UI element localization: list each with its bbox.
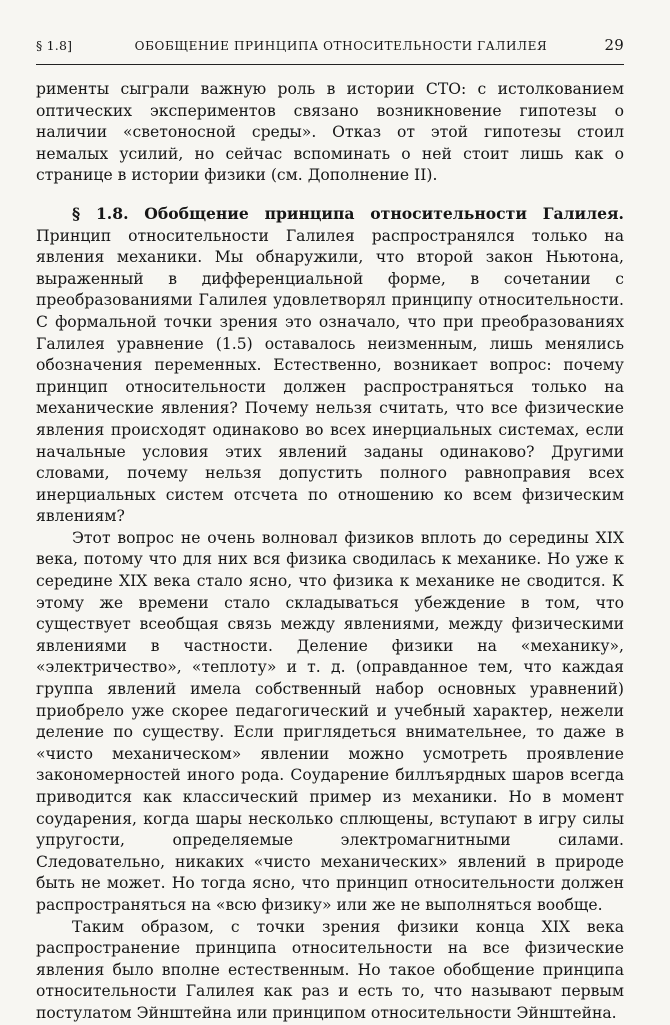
- paragraph-3: Таким образом, с точки зрения физики конца XIX века распространение принципа относительности на все физические явления было вполне естественным. Но такое обобщение принципа относительности Галилея как раз и есть то, что называют первым постулатом Эйнштейна или принципом относительности Эйнштейна.: [36, 917, 624, 1022]
- paragraph-2: Этот вопрос не очень волновал физиков вплоть до середины XIX века, потому что для них вся физика сводилась к механике. Но уже к середине XIX века стало ясно, что физика к механике не сводится. К этому же времени стало складываться убеждение в том, что существует всеобщая связь между явлениями, между физическими явлениями в частности. Деление физики на «механику», «электричество», «теплоту» и т. д. (оправданное тем, что каждая группа явлений имела собственный набор основных уравнений) приобрело уже скорее педагогический и учебный характер, нежели деление по существу. Если приглядеться внимательнее, то даже в «чисто механическом» явлении можно усмотреть проявление закономерностей иного рода. Соударение биллъярдных шаров всегда приводится как классический пример из механики. Но в момент соударения, когда шары несколько сплющены, вступают в игру силы упругости, определяемые электромагнитными силами. Следовательно, никаких «чисто механических» явлений в природе быть не может. Но тогда ясно, что принцип относительности должен распространяться на «всю физику» или же не выполняться вообще.: [36, 528, 624, 914]
- page-number: 29: [604, 36, 624, 54]
- book-page: [36, 36, 624, 1025]
- paragraph-continuation: рименты сыграли важную роль в истории СТО: с истолкованием оптических экспериментов связано возникновение гипотезы о наличии «светоносной среды». Отказ от этой гипотезы стоил немалых усилий, но сейчас вспоминать о ней стоит лишь как о странице в истории физики (см. Дополнение II).: [36, 80, 624, 185]
- section-heading: § 1.8. Обобщение принципа относительности Галилея.: [72, 203, 624, 223]
- running-head: [36, 36, 624, 65]
- body-text: [36, 79, 624, 1025]
- section-paragraph-text: Принцип относительности Галилея распространялся только на явления механики. Мы обнаружили, что второй закон Ньютона, выраженный в дифференциальной форме, в сочетании с преобразованиями Галилея удовлетворял принципу относительности. С формальной точки зрения это означало, что при преобразованиях Галилея уравнение (1.5) оставалось неизменным, лишь менялись обозначения переменных. Естественно, возникает вопрос: почему принцип относительности должен распространяться только на механические явления? Почему нельзя считать, что все физические явления происходят одинаково во всех инерциальных системах, если начальные условия этих явлений заданы одинаково? Другими словами, почему нельзя допустить полного равноправия всех инерциальных систем отсчета по отношению ко всем физическим явлениям?: [36, 226, 624, 526]
- paragraph-section-start: [36, 203, 624, 528]
- running-head-section: § 1.8]: [36, 38, 73, 53]
- running-head-title: ОБОБЩЕНИЕ ПРИНЦИПА ОТНОСИТЕЛЬНОСТИ ГАЛИЛЕЯ: [134, 39, 548, 53]
